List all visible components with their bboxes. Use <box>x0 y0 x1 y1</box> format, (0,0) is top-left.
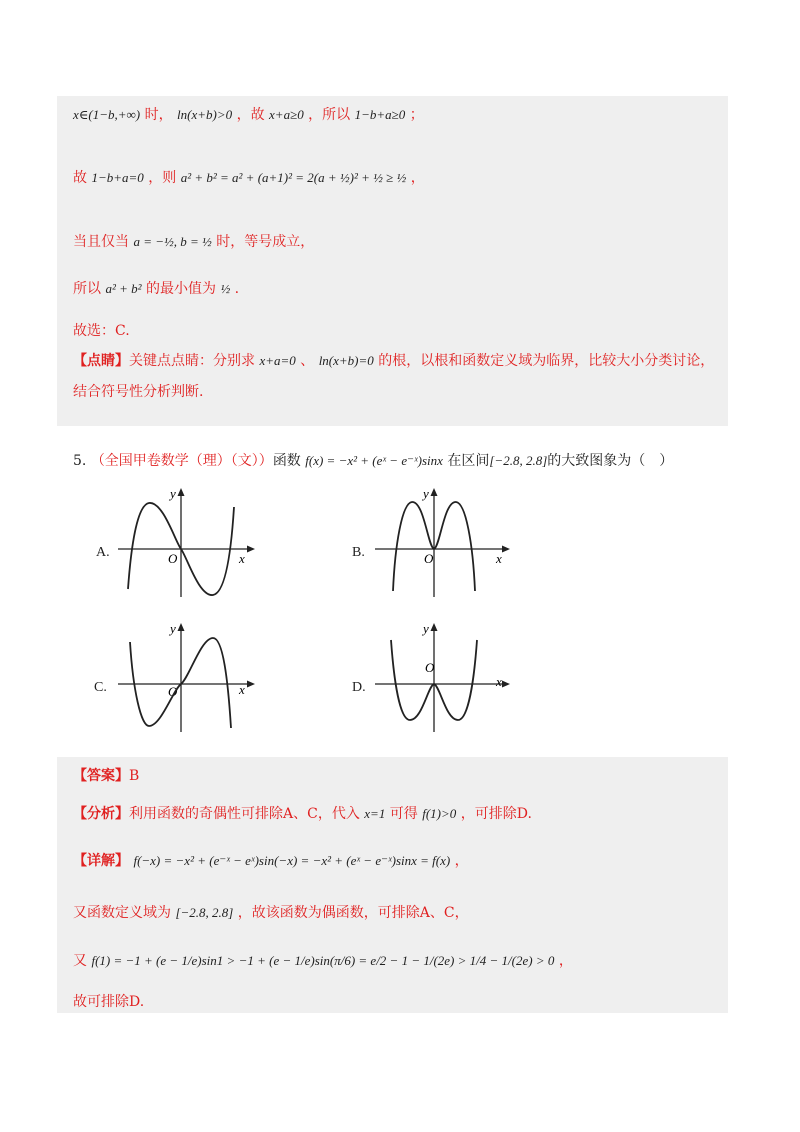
y-axis-arrow <box>431 488 438 496</box>
origin-label: O <box>424 551 434 566</box>
axis-x-label: x <box>239 551 245 566</box>
option-c-label[interactable]: C. <box>94 680 107 695</box>
axis-y-label: y <box>423 486 429 501</box>
domain-line: 又函数定义域为 [−2.8, 2.8] ，故该函数为偶函数，可排除A、C， <box>73 905 469 921</box>
answer-value: B <box>129 768 140 784</box>
line-3: 当且仅当 a = −½, b = ½ 时，等号成立， <box>73 234 315 250</box>
origin-label: O <box>425 660 435 675</box>
question-number: 5. <box>73 453 87 469</box>
axis-x-label: x <box>496 674 502 689</box>
y-axis-arrow <box>178 623 185 631</box>
line-7: 结合符号性分析判断. <box>73 384 204 400</box>
origin-label: O <box>168 684 178 699</box>
axis-y-label: y <box>170 486 176 501</box>
value-line: 又 f(1) = −1 + (e − 1/e)sin1 > −1 + (e − 1/e)sin(π/6) = e/2 − 1 − 1/(2e) > 1/4 − 1/(2e) > 0 ， <box>73 953 573 969</box>
graph-option-b[interactable] <box>372 485 512 597</box>
axis-x-label: x <box>239 682 245 697</box>
axis-x-label: x <box>496 551 502 566</box>
analysis-line: 【分析】利用函数的奇偶性可排除A、C，代入 x=1 可得 f(1)>0 ，可排除D. <box>73 806 532 822</box>
line-2: 故 1−b+a=0 ，则 a² + b² = a² + (a+1)² = 2(a + ½)² + ½ ≥ ½ ， <box>73 170 425 186</box>
y-axis-arrow <box>431 623 438 631</box>
answer-line: 【答案】B <box>73 768 140 784</box>
x-axis-arrow <box>502 681 510 688</box>
detail-line: 【详解】 f(−x) = −x² + (e⁻ˣ − eˣ)sin(−x) = −x² + (eˣ − e⁻ˣ)sinx = f(x) ， <box>73 853 469 869</box>
graph-option-a[interactable] <box>115 485 255 597</box>
line-6: 【点睛】关键点点睛：分别求 x+a=0 、 ln(x+b)=0 的根，以根和函数定义域为临界，比较大小分类讨论， <box>73 353 715 369</box>
y-axis-arrow <box>178 488 185 496</box>
graph-option-c[interactable] <box>115 620 255 732</box>
solution-block-top <box>57 96 728 426</box>
line-1: x∈(1−b,+∞) 时， ln(x+b)>0 ，故 x+a≥0 ，所以 1−b+a≥0 ； <box>73 107 424 123</box>
origin-label: O <box>168 551 178 566</box>
axis-y-label: y <box>170 621 176 636</box>
option-d-label[interactable]: D. <box>352 680 366 695</box>
conclusion-line: 故可排除D. <box>73 994 145 1010</box>
question-5: 5. （全国甲卷数学（理）（文））函数 f(x) = −x² + (eˣ − e⁻ˣ)sinx 在区间[−2.8, 2.8]的大致图象为（ ） <box>73 453 674 469</box>
graph-option-d[interactable] <box>372 620 512 732</box>
line-5: 故选：C. <box>73 323 130 339</box>
option-b-label[interactable]: B. <box>352 545 365 560</box>
solution-block-bottom <box>57 757 728 1013</box>
axis-y-label: y <box>423 621 429 636</box>
x-axis-arrow <box>502 546 510 553</box>
line-4: 所以 a² + b² 的最小值为 ½ . <box>73 281 240 297</box>
option-a-label[interactable]: A. <box>96 545 110 560</box>
x-axis-arrow <box>247 546 255 553</box>
question-source: （全国甲卷数学（理）（文）） <box>90 453 273 469</box>
x-axis-arrow <box>247 681 255 688</box>
